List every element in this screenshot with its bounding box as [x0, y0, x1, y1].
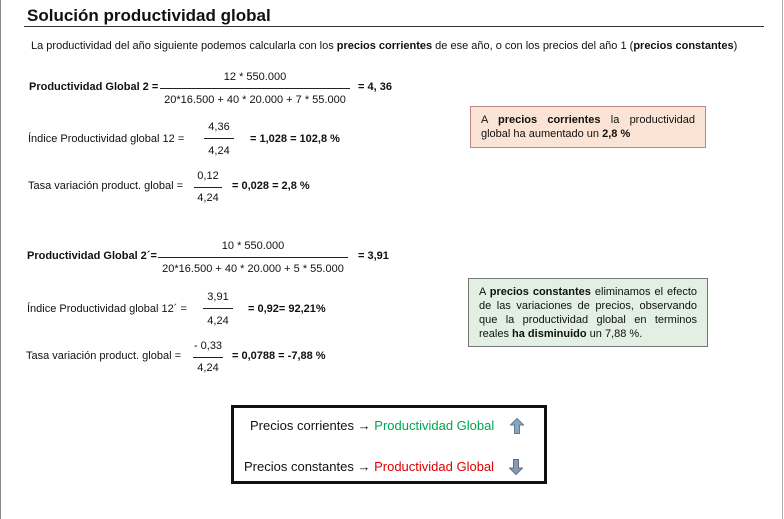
- ipg12prime-denominator: 4,24: [207, 315, 229, 327]
- tv1-numerator: 0,12: [197, 170, 219, 182]
- intro-part3: ): [733, 40, 738, 52]
- intro-text: [31, 40, 737, 52]
- ipg12-fraction-bar: [204, 138, 234, 139]
- ipg12-numerator: 4,36: [208, 121, 230, 133]
- legend-row-constant: [244, 459, 494, 474]
- legend-constant-result: Productividad Global: [374, 459, 495, 474]
- legend-constant-arrow: →: [357, 459, 371, 474]
- pg2prime-numerator: 10 * 550.000: [221, 240, 285, 252]
- page-border-left: [0, 0, 1, 519]
- tv2-result: = 0,0788 = -7,88 %: [232, 350, 326, 362]
- title-divider: [24, 26, 764, 27]
- arrow-down-icon: [509, 459, 523, 475]
- tv1-fraction-bar: [194, 187, 222, 188]
- pg2prime-fraction-bar: [158, 257, 348, 258]
- constant-prices-note: [468, 278, 708, 347]
- summary-legend: [231, 405, 547, 484]
- pg2-numerator: 12 * 550.000: [223, 71, 287, 83]
- legend-row-current: [250, 418, 494, 433]
- ipg12prime-fraction-bar: [203, 308, 233, 309]
- ipg12-denominator: 4,24: [208, 145, 230, 157]
- arrow-up-icon: [510, 418, 524, 434]
- legend-constant-label: Precios constantes: [244, 459, 354, 474]
- box1-text2: la productividad global ha aumentado un: [481, 114, 695, 140]
- page-title: Solución productividad global: [27, 6, 271, 25]
- current-prices-note: [470, 106, 706, 148]
- ipg12prime-numerator: 3,91: [207, 291, 229, 303]
- intro-bold2: precios constantes: [633, 40, 734, 52]
- box2-text1: A: [479, 286, 490, 298]
- ipg12-result: = 1,028 = 102,8 %: [250, 133, 340, 145]
- tv2-numerator: - 0,33: [193, 340, 223, 352]
- legend-current-label: Precios corrientes: [250, 418, 355, 433]
- page-border-right: [782, 0, 783, 519]
- box2-bold2: ha disminuido: [512, 328, 587, 340]
- box2-text3: un 7,88 %.: [586, 328, 643, 340]
- tv2-label: Tasa variación product. global =: [26, 350, 182, 362]
- tv2-fraction-bar: [193, 357, 223, 358]
- tv1-label: Tasa variación product. global =: [28, 180, 184, 192]
- tv1-denominator: 4,24: [197, 192, 219, 204]
- box2-text2: eliminamos el efecto de las variaciones de precios, observando que la productividad global en terminos reales: [479, 286, 697, 340]
- intro-part2: de ese año, o con los precios del año 1 (: [432, 40, 634, 52]
- box1-text1: A: [481, 114, 498, 126]
- ipg12-label: Índice Productividad global 12 =: [28, 133, 185, 145]
- pg2-label: Productividad Global 2 =: [29, 81, 159, 93]
- ipg12prime-label: Índice Productividad global 12´ =: [27, 303, 187, 315]
- legend-current-arrow: →: [357, 418, 371, 433]
- box1-bold2: 2,8 %: [602, 128, 631, 140]
- intro-bold1: precios corrientes: [336, 40, 433, 52]
- legend-current-result: Productividad Global: [374, 418, 495, 433]
- tv1-result: = 0,028 = 2,8 %: [232, 180, 310, 192]
- box2-bold1: precios constantes: [489, 286, 591, 298]
- pg2prime-denominator: 20*16.500 + 40 * 20.000 + 5 * 55.000: [162, 263, 344, 275]
- pg2prime-result: = 3,91: [358, 250, 389, 262]
- pg2prime-label: Productividad Global 2´=: [27, 250, 157, 262]
- box1-bold1: precios corrientes: [497, 114, 601, 126]
- pg2-result: = 4, 36: [358, 81, 392, 93]
- tv2-denominator: 4,24: [197, 362, 219, 374]
- pg2-denominator: 20*16.500 + 40 * 20.000 + 7 * 55.000: [164, 94, 346, 106]
- intro-part1: La productividad del año siguiente podemos calcularla con los: [31, 40, 337, 52]
- ipg12prime-result: = 0,92= 92,21%: [248, 303, 326, 315]
- pg2-fraction-bar: [160, 88, 350, 89]
